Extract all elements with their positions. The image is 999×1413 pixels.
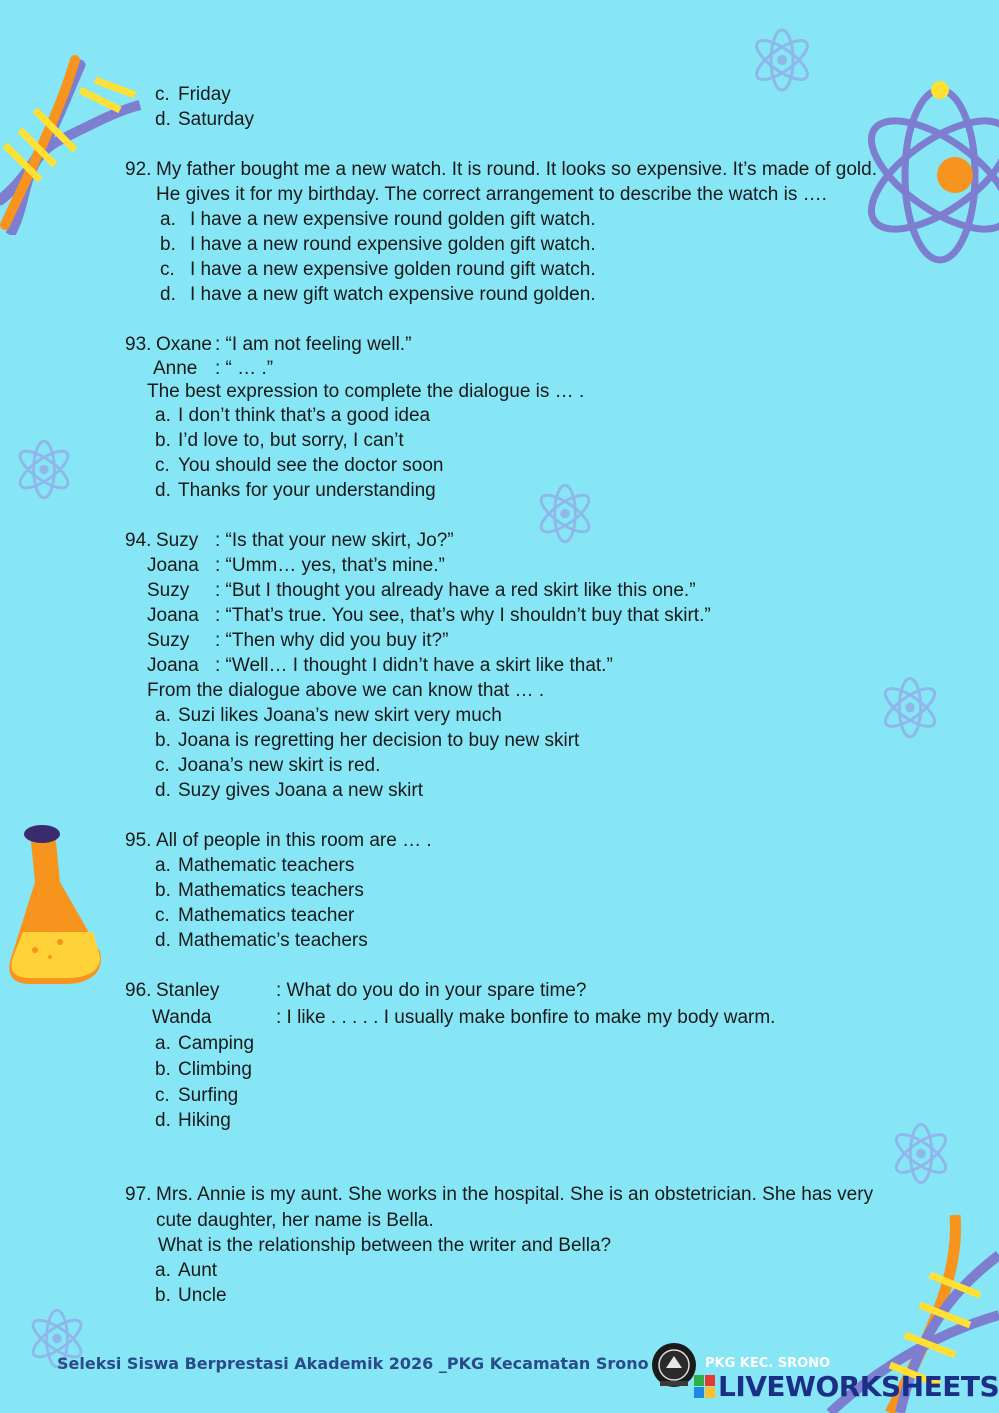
- q94-line-4: : “That’s true. You see, that’s why I shouldn’t buy that skirt.”: [215, 605, 711, 626]
- q92-stem-line2: He gives it for my birthday. The correct arrangement to describe the watch is ….: [156, 184, 827, 205]
- q94-option-d-letter: d.: [155, 780, 171, 801]
- q96-option-c-letter: c.: [155, 1085, 170, 1106]
- q95-option-a-letter: a.: [155, 855, 171, 876]
- q94-option-b-letter: b.: [155, 730, 171, 751]
- q97-question: What is the relationship between the writer and Bella?: [158, 1235, 612, 1256]
- q92-option-b: I have a new round expensive golden gift watch.: [190, 234, 596, 255]
- q92-option-b-letter: b.: [160, 234, 176, 255]
- q94-line-2: : “Umm… yes, that’s mine.”: [215, 555, 445, 576]
- atom-small-icon: [888, 1122, 954, 1186]
- q97-stem-line1: Mrs. Annie is my aunt. She works in the hospital. She is an obstetrician. She has very: [156, 1184, 874, 1205]
- q93-speaker-1: Oxane: [156, 334, 212, 355]
- q96-option-a: Camping: [178, 1033, 255, 1054]
- q94-option-c-letter: c.: [155, 755, 170, 776]
- q94-option-c: Joana’s new skirt is red.: [178, 755, 381, 776]
- q95-option-c: Mathematics teacher: [178, 905, 355, 926]
- liveworksheets-logo-icon: [694, 1375, 716, 1399]
- q92-option-c: I have a new expensive golden round gift watch.: [190, 259, 596, 280]
- q91-option-c-letter: c.: [155, 84, 170, 105]
- q93-number: 93.: [125, 334, 152, 355]
- q95-number: 95.: [125, 830, 152, 851]
- q92-option-d-letter: d.: [160, 284, 176, 305]
- q94-speaker-4: Joana: [147, 605, 199, 626]
- q92-stem-line1: My father bought me a new watch. It is round. It looks so expensive. It’s made of gold.: [156, 159, 877, 180]
- dna-top-left-icon: [0, 50, 150, 235]
- q93-option-b-letter: b.: [155, 430, 171, 451]
- q92-option-c-letter: c.: [160, 259, 175, 280]
- q94-speaker-2: Joana: [147, 555, 199, 576]
- q96-speaker-1: Stanley: [156, 980, 220, 1001]
- q92-number: 92.: [125, 159, 152, 180]
- q97-option-b: Uncle: [178, 1285, 227, 1306]
- q94-option-b: Joana is regretting her decision to buy new skirt: [178, 730, 580, 751]
- q97-option-a: Aunt: [178, 1260, 218, 1281]
- q96-option-b-letter: b.: [155, 1059, 171, 1080]
- atom-small-icon: [533, 482, 597, 546]
- q93-option-d: Thanks for your understanding: [178, 480, 436, 501]
- q95-option-b: Mathematics teachers: [178, 880, 364, 901]
- q96-dialogue-line-2: : I like . . . . . I usually make bonfire to make my body warm.: [276, 1007, 776, 1028]
- q97-option-b-letter: b.: [155, 1285, 171, 1306]
- pkg-label: PKG KEC. SRONO: [705, 1356, 831, 1371]
- q93-option-c-letter: c.: [155, 455, 170, 476]
- q93-option-a: I don’t think that’s a good idea: [178, 405, 431, 426]
- q94-speaker-3: Suzy: [147, 580, 190, 601]
- q95-question: All of people in this room are … .: [156, 830, 432, 851]
- q94-number: 94.: [125, 530, 152, 551]
- q95-option-c-letter: c.: [155, 905, 170, 926]
- q92-option-a-letter: a.: [160, 209, 176, 230]
- q96-dialogue-line-1: : What do you do in your spare time?: [276, 980, 587, 1001]
- q91-option-d-letter: d.: [155, 109, 171, 130]
- footer-text: Seleksi Siswa Berprestasi Akademik 2026 _PKG Kecamatan Srono: [57, 1354, 649, 1373]
- q96-option-d: Hiking: [178, 1110, 231, 1131]
- q97-stem-line2: cute daughter, her name is Bella.: [156, 1210, 434, 1231]
- q93-option-b: I’d love to, but sorry, I can’t: [178, 430, 404, 451]
- q92-option-d: I have a new gift watch expensive round golden.: [190, 284, 596, 305]
- q94-line-6: : “Well… I thought I didn’t have a skirt like that.”: [215, 655, 613, 676]
- q94-speaker-6: Joana: [147, 655, 199, 676]
- q96-option-a-letter: a.: [155, 1033, 171, 1054]
- q95-option-a: Mathematic teachers: [178, 855, 355, 876]
- q96-option-d-letter: d.: [155, 1110, 171, 1131]
- q93-dialogue-line-1: : “I am not feeling well.”: [215, 334, 412, 355]
- q93-question: The best expression to complete the dialogue is … .: [147, 381, 585, 402]
- q94-option-a: Suzi likes Joana’s new skirt very much: [178, 705, 502, 726]
- q93-option-c: You should see the doctor soon: [178, 455, 444, 476]
- flask-icon: [5, 822, 107, 990]
- q95-option-d: Mathematic’s teachers: [178, 930, 368, 951]
- q93-option-d-letter: d.: [155, 480, 171, 501]
- q94-speaker-5: Suzy: [147, 630, 190, 651]
- q94-line-3: : “But I thought you already have a red skirt like this one.”: [215, 580, 696, 601]
- q94-option-d: Suzy gives Joana a new skirt: [178, 780, 424, 801]
- q91-option-c: Friday: [178, 84, 231, 105]
- q94-line-5: : “Then why did you buy it?”: [215, 630, 449, 651]
- q97-option-a-letter: a.: [155, 1260, 171, 1281]
- q93-option-a-letter: a.: [155, 405, 171, 426]
- school-logo-icon: [650, 1338, 698, 1390]
- atom-small-icon: [748, 28, 816, 93]
- q94-line-1: : “Is that your new skirt, Jo?”: [215, 530, 454, 551]
- q94-option-a-letter: a.: [155, 705, 171, 726]
- q97-number: 97.: [125, 1184, 152, 1205]
- q93-speaker-2: Anne: [153, 358, 198, 379]
- atom-small-icon: [12, 438, 76, 502]
- q96-number: 96.: [125, 980, 152, 1001]
- q92-option-a: I have a new expensive round golden gift watch.: [190, 209, 596, 230]
- q91-option-d: Saturday: [178, 109, 255, 130]
- q94-speaker-1: Suzy: [156, 530, 199, 551]
- q93-dialogue-line-2: : “ … .”: [215, 358, 274, 379]
- q96-speaker-2: Wanda: [152, 1007, 212, 1028]
- q96-option-c: Surfing: [178, 1085, 239, 1106]
- q94-question: From the dialogue above we can know that … .: [147, 680, 545, 701]
- q95-option-d-letter: d.: [155, 930, 171, 951]
- q95-option-b-letter: b.: [155, 880, 171, 901]
- q96-option-b: Climbing: [178, 1059, 252, 1080]
- liveworksheets-brand[interactable]: LIVEWORKSHEETS: [718, 1370, 999, 1403]
- atom-small-icon: [877, 676, 943, 740]
